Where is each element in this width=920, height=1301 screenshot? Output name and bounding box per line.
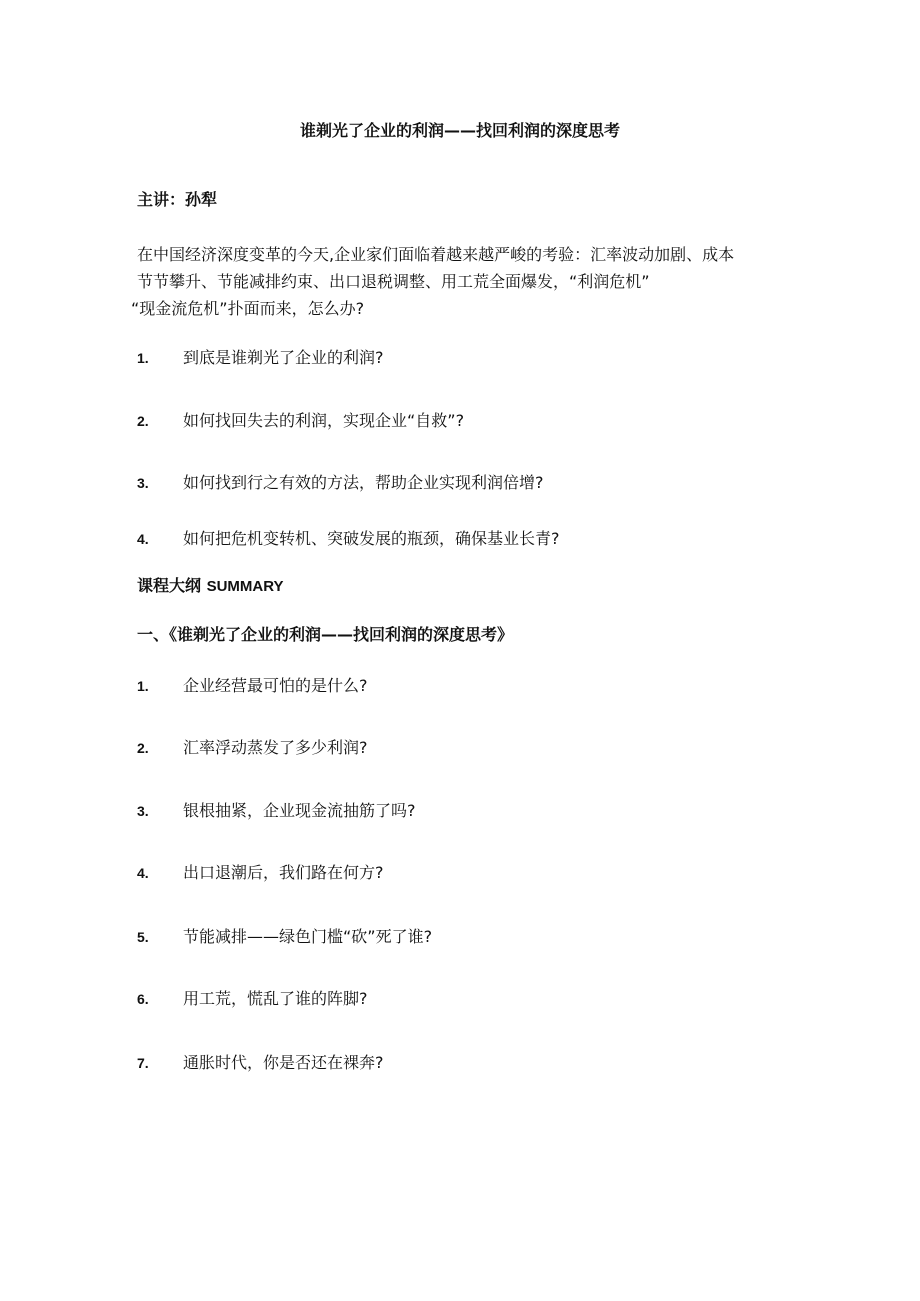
outline-item-number: 5. xyxy=(137,929,149,945)
question-item xyxy=(137,410,464,432)
outline-item-number: 1. xyxy=(137,678,149,694)
document-title: 谁剃光了企业的利润——找回利润的深度思考 xyxy=(299,121,620,140)
outline-item-number: 2. xyxy=(137,740,149,756)
outline-item-text: 通胀时代，你是否还在裸奔? xyxy=(183,1053,384,1072)
presenter-line: 主讲：孙犁 xyxy=(137,190,218,209)
outline-item-text: 汇率浮动蒸发了多少利润? xyxy=(183,738,368,757)
outline-item-number: 3. xyxy=(137,803,149,819)
outline-item xyxy=(137,1052,384,1074)
outline-item xyxy=(137,675,368,697)
outline-item xyxy=(137,737,368,759)
intro-line: 节节攀升、节能减排约束、出口退税调整、用工荒全面爆发，“利润危机” xyxy=(137,272,650,291)
question-number: 4. xyxy=(137,531,149,547)
question-item xyxy=(137,347,384,369)
outline-item-text: 出口退潮后，我们路在何方? xyxy=(183,863,384,882)
question-number: 3. xyxy=(137,475,149,491)
intro-line: “现金流危机”扑面而来，怎么办? xyxy=(131,299,365,318)
outline-item-number: 6. xyxy=(137,991,149,1007)
outline-item-number: 4. xyxy=(137,865,149,881)
question-item xyxy=(137,528,560,550)
outline-item-text: 用工荒，慌乱了谁的阵脚? xyxy=(183,989,368,1008)
outline-item xyxy=(137,988,368,1010)
intro-line: 在中国经济深度变革的今天,企业家们面临着越来越严峻的考验：汇率波动加剧、成本 xyxy=(137,245,735,264)
outline-item-text: 企业经营最可怕的是什么? xyxy=(183,676,368,695)
intro-paragraph xyxy=(131,241,797,322)
outline-item-text: 节能减排——绿色门槛“砍”死了谁? xyxy=(183,927,433,946)
section-one-title: 一、《谁剃光了企业的利润——找回利润的深度思考》 xyxy=(137,625,514,644)
question-text: 如何找到行之有效的方法，帮助企业实现利润倍增? xyxy=(183,473,544,492)
outline-heading-en: SUMMARY xyxy=(206,578,284,595)
question-number: 2. xyxy=(137,413,149,429)
question-text: 如何找回失去的利润，实现企业“自救”? xyxy=(183,411,465,430)
outline-item xyxy=(137,862,384,884)
outline-heading-cn: 课程大纲 xyxy=(137,576,202,595)
outline-item-text: 银根抽紧，企业现金流抽筋了吗? xyxy=(183,801,416,820)
question-text: 如何把危机变转机、突破发展的瓶颈，确保基业长青? xyxy=(183,529,560,548)
question-text: 到底是谁剃光了企业的利润? xyxy=(183,348,384,367)
outline-item xyxy=(137,800,416,822)
outline-heading xyxy=(137,575,284,598)
outline-item xyxy=(137,926,432,948)
question-item xyxy=(137,472,544,494)
question-number: 1. xyxy=(137,350,149,366)
outline-item-number: 7. xyxy=(137,1055,149,1071)
